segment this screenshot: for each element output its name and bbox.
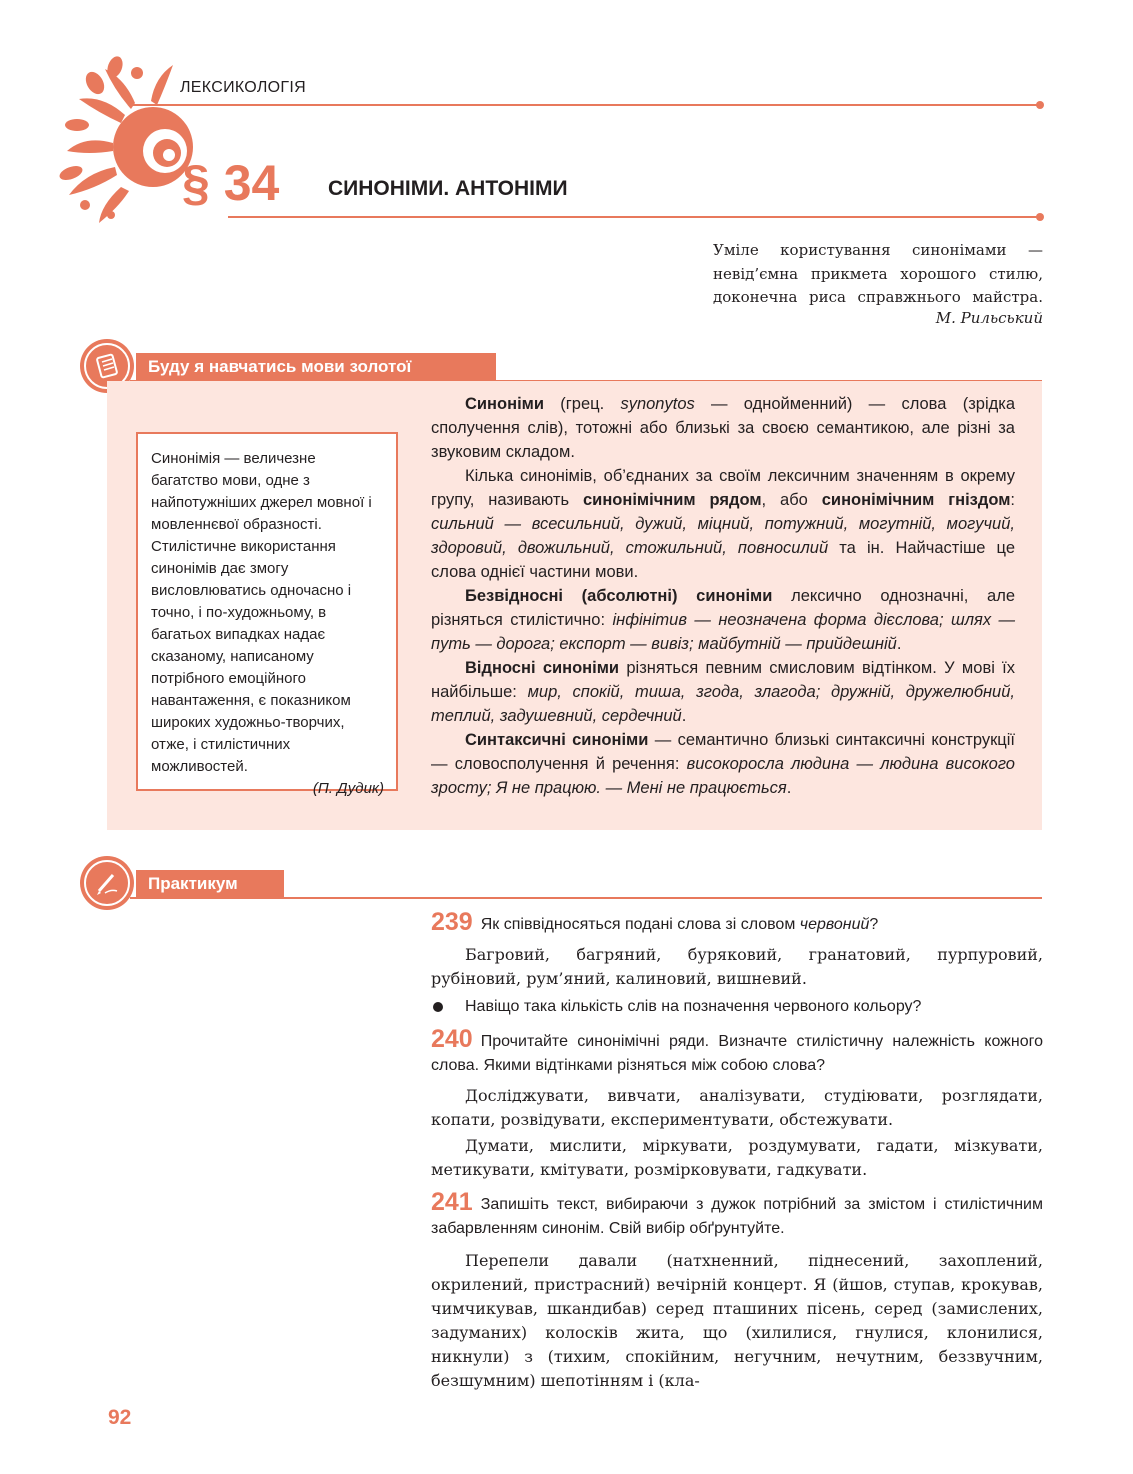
header-rule (130, 104, 1042, 106)
section-label: ЛЕКСИКОЛОГІЯ (180, 79, 306, 96)
theory-section-label: Буду я навчатись мови золотої (136, 353, 496, 381)
epigraph-author: М. Рильський (935, 309, 1043, 327)
relative-synonyms-paragraph: Відносні синоніми різняться певним смисловим відтінком. У мові їх найбільше: мир, спокій, тиша, згода, злагода; дружній, дружелюбний, теплий, задушевний, сердечний. (431, 659, 1015, 725)
synonym-row-paragraph: Кілька синонімів, об’єднаних за своїм лексичним значенням в окрему групу, називають синонімічним рядом, або синонімічним гніздом: сильний — всесильний, дужий, міцний, потужний, могутній, могучий, здоровий, двожильний, стожильний, повносилий та ін. Найчастіше це слова однієї частини мови. (431, 467, 1016, 581)
exercise-239-question: Навіщо така кількість слів на позначення червоного кольору? (431, 995, 1043, 1019)
syntactic-synonyms-paragraph: Синтаксичні синоніми — семантично близькі синтаксичні конструкції — словосполучення й речення: високоросла людина — людина високого зросту; Я не працюю. — Мені не працюється. (431, 731, 1015, 797)
page-number: 92 (108, 1406, 132, 1429)
epigraph-text: Уміле користування синонімами — невід’ємна прикмета хорошого стилю, доконечна риса справжнього майстра. (713, 241, 1043, 306)
practice-section-label: Практикум (136, 870, 284, 898)
bullet-icon (433, 1002, 443, 1012)
title-rule-dot (1036, 213, 1044, 221)
exercise-240-task: 240 Прочитайте синонімічні ряди. Визначте стилістичну належність кожного слова. Якими відтінками різняться між собою слова? (431, 1025, 1043, 1074)
paragraph-number: § 34 (182, 155, 280, 211)
absolute-synonyms-paragraph: Безвідносні (абсолютні) синоніми лексично однозначні, але різняться стилістично: інфінітив — неозначена форма дієслова; шлях — путь — дорога; експорт — вивіз; майбутній — прийдешній. (431, 587, 1016, 653)
quote-text: Синонімія — величезне багатство мови, одне з найпотужніших джерел мовної і мовленнєвої образності. Стилістичне використання синонімів дає змогу висловлюватись одночасно і точно, і по-художньому, в багатьох випадках надає сказаному, написаному потрібного емоційного навантаження, є показником широких художньо-творчих, отже, і стилістичних можливостей. (151, 450, 372, 775)
exercise-239-task: 239 Як співвідносяться подані слова зі словом червоний? (431, 908, 879, 936)
page-title: СИНОНІМИ. АНТОНІМИ (328, 177, 568, 200)
header-rule-dot (1036, 101, 1044, 109)
exercise-240-text-1: Досліджувати, вивчати, аналізувати, студіювати, розглядати, копати, розвідувати, експериментувати, обстежувати. (431, 1086, 1043, 1129)
exercise-number: 239 (431, 908, 473, 936)
exercise-241-task: 241 Запишіть текст, вибираючи з дужок потрібний за змістом і стилістичним забарвленням синонім. Свій вибір обґрунтуйте. (431, 1188, 1043, 1237)
exercise-number: 241 (431, 1188, 473, 1216)
definition-paragraph: Синоніми (грец. synonytos — однойменний) — слова (зрідка сполучення слів), тотожні або близькі за своєю семантикою, але різні за звуковим складом. (431, 395, 1015, 461)
exercise-number: 240 (431, 1025, 473, 1053)
quote-author: (П. Дудик) (312, 780, 384, 797)
exercise-241-text: Перепели давали (натхненний, піднесений, захоплений, окрилений, пристрасний) вечірній концерт. Я (йшов, ступав, крокував, чимчикував, шкандибав) серед пташиних пісень, серед (замислених, задуманих) колосків жита, що (хилилися, гнулися, клонилися, никнули) з (тихим, спокійним, негучним, нечутним, беззвучним, безшумним) шепотінням і (кла- (431, 1251, 1043, 1390)
title-rule (228, 216, 1042, 218)
exercise-239-text: Багровий, багряний, буряковий, гранатовий, пурпуровий, рубіновий, рум’яний, калиновий, вишневий. (431, 945, 1043, 988)
pencil-hand-icon (80, 856, 134, 910)
quote-box (136, 432, 398, 797)
exercises (431, 910, 1043, 1393)
theory-text (431, 392, 1015, 800)
exercise-240-text-2: Думати, мислити, міркувати, роздумувати, гадати, мізкувати, метикувати, кмітувати, розмірковувати, гадкувати. (431, 1136, 1043, 1179)
